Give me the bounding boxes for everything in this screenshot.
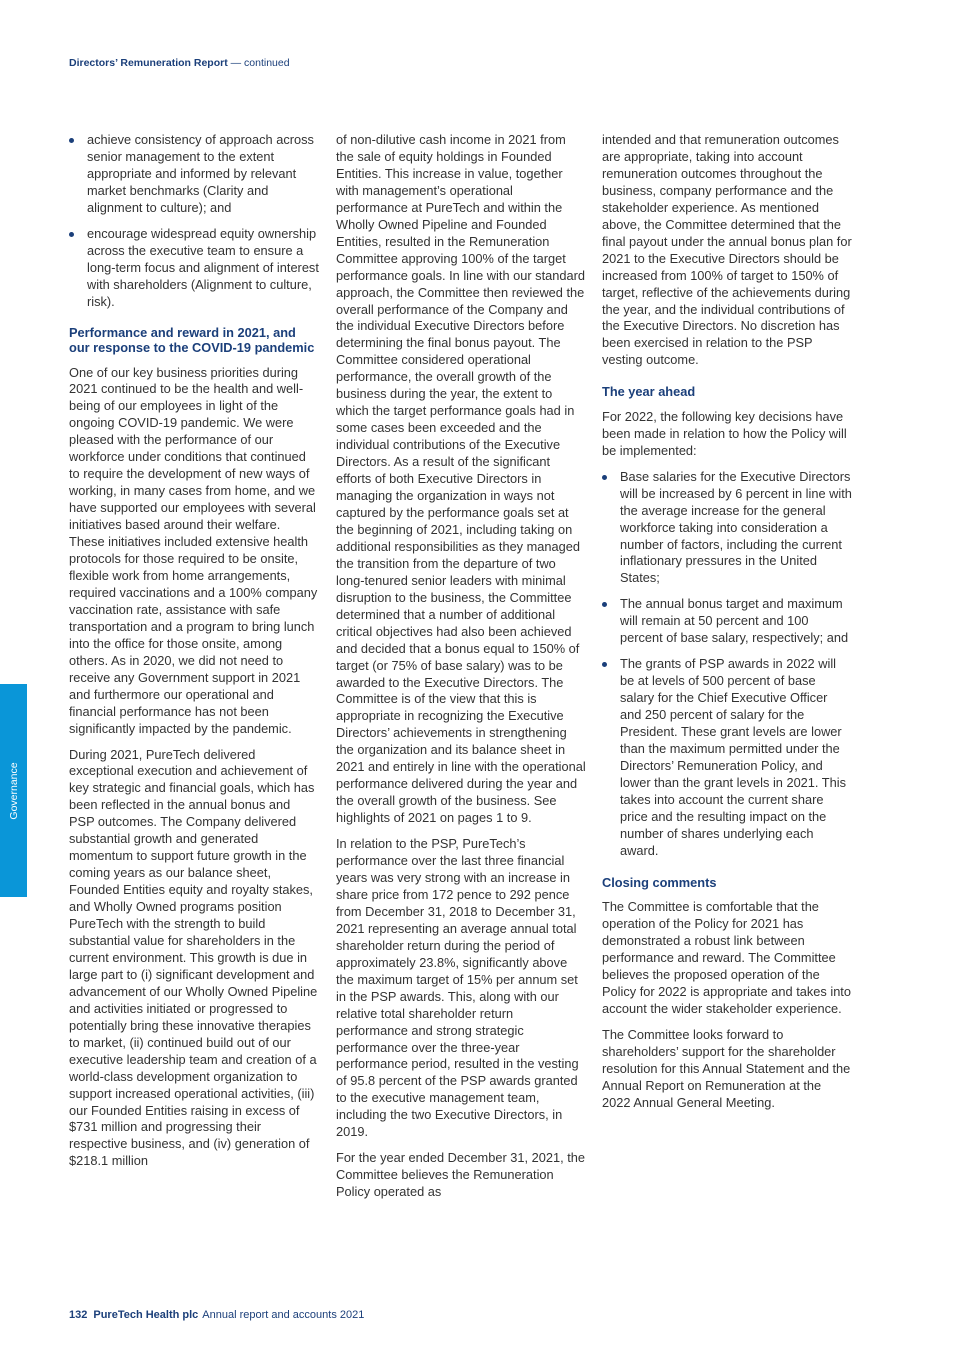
page-footer — [69, 1309, 364, 1321]
side-tab-label: Governance — [7, 761, 20, 820]
heading-year-ahead: The year ahead — [602, 384, 696, 400]
column-2 — [336, 132, 586, 1210]
list-item: achieve consistency of approach across senior management to the extent appropriate and informed by relevant market benchmarks (Clarity and alignment to culture); and — [69, 132, 319, 217]
footer-report-title: Annual report and accounts 2021 — [202, 1309, 365, 1321]
page-number: 132 — [69, 1309, 88, 1321]
paragraph: For 2022, the following key decisions have been made in relation to how the Policy will be implemented: — [602, 408, 847, 458]
list-item: The grants of PSP awards in 2022 will be at levels of 500 percent of base salary for the Chief Executive Officer and 250 percent of salary for the President. These grant levels are lower than the maximum permitted under the Directors’ Remuneration Policy, and lower than the grant levels in 2021. This takes into account the current share price and the resulting impact on the number of shares underlying each award. — [602, 656, 852, 859]
column-1 — [69, 132, 319, 1179]
paragraph: intended and that remuneration outcomes are appropriate, taking into account remuneration outcomes throughout the business, company performance and the stakeholder experience. As mentioned above, the Committee determined that the final payout under the annual bonus plan for 2021 to the Executive Directors should be increased from 100% of target to 150% of target, reflective of the achievements during the year, and the individual contributions of the Executive Directors. No discretion has been exercised in relation to the PSP vesting outcome. — [602, 132, 852, 368]
decisions-list — [602, 469, 852, 860]
paragraph: In relation to the PSP, PureTech’s performance over the last three financial years was very strong with an increase in share price from 172 pence to 292 pence from December 31, 2018 to December 31, 2021 representing an average annual total shareholder return during the period of approximately 23.8%, significantly above the maximum target of 15% per annum set in the PSP awards. This, along with our relative total shareholder return performance and strong strategic performance over the three-year performance period, resulted in the vesting of 95.8 percent of the PSP awards granted to the executive management team, including the two Executive Directors, in 2019. — [336, 836, 579, 1140]
running-header — [69, 57, 290, 69]
header-continued: — continued — [227, 57, 290, 69]
list-item: encourage widespread equity ownership across the executive team to ensure a long-term focus and alignment of interest with shareholders (Alignment to culture, risk). — [69, 226, 319, 311]
objectives-list — [69, 132, 319, 311]
paragraph: One of our key business priorities during 2021 continued to be the health and well-being of our employees in light of the ongoing COVID-19 pandemic. We were pleased with the performance of our workforce under conditions that continued to require the development of new ways of working, in many cases from home, and we have supported our employees with several initiatives based around their welfare. These initiatives included extensive health protocols for those required to be onsite, flexible work from home arrangements, required vaccinations and a 100% company vaccination rate, assistance with safe transportation and a program to bring lunch into the office for those onsite, among others. As in 2020, we did not need to receive any Government support in 2021 and furthermore our operational and financial performance has not been significantly impacted by the pandemic. — [69, 364, 318, 736]
paragraph: The Committee is comfortable that the operation of the Policy for 2021 has demonstrated a robust link between performance and reward. The Committee believes the proposed operation of the Policy for 2022 is appropriate and takes into account the wider stakeholder experience. — [602, 899, 851, 1016]
list-item: Base salaries for the Executive Directors will be increased by 6 percent in line with the average increase for the general workforce taking into consideration a number of factors, including the current inflationary pressures in the United States; — [602, 469, 852, 588]
paragraph: The Committee looks forward to shareholders’ support for the shareholder resolution for this Annual Statement and the Annual Report on Remuneration at the 2022 Annual General Meeting. — [602, 1026, 851, 1110]
paragraph: During 2021, PureTech delivered exceptional execution and achievement of key strategic and financial goals, which has been reflected in the annual bonus and PSP outcomes. The Company delivered substantial growth and generated momentum to support future growth in the coming years as our balance sheet, Founded Entities equity and royalty stakes, and Wholly Owned programs position PureTech with the strength to build substantial value for shareholders in the current environment. This growth is due in large part to (i) significant development and advancement of our Wholly Owned Pipeline and activities initiated or progressed to potentially bring these innovative therapies to market, (ii) continued build out of our executive leadership team and creation of a world-class development organization to support increased operational activities, (iii) our Founded Entities raising in excess of $731 million and progressing their respective business, and (iv) generation of $218.1 million — [69, 746, 318, 1169]
heading-performance-reward: Performance and reward in 2021, and our response to the COVID-19 pandemic — [69, 324, 315, 356]
column-3 — [602, 132, 852, 1121]
header-section-title: Directors’ Remuneration Report — [69, 57, 228, 69]
paragraph: For the year ended December 31, 2021, the Committee believes the Remuneration Policy operated as — [336, 1150, 585, 1200]
heading-closing-comments: Closing comments — [602, 874, 717, 890]
footer-company: PureTech Health plc — [93, 1309, 199, 1321]
paragraph: of non-dilutive cash income in 2021 from the sale of equity holdings in Founded Entities. This increase in value, together with management’s operational performance at PureTech and within the Wholly Owned Pipeline and Founded Entities, resulted in the Remuneration Committee approving 100% of the target performance goals. In line with our standard approach, the Committee then reviewed the overall performance of the Company and the individual Executive Directors before determining the final bonus payout. The Committee considered operational performance, the overall growth of the business during the year, the extent to which the target performance goals had in some cases been exceeded and the individual contributions of the Executive Directors. As a result of the significant efforts of both Executive Directors in managing the organization in ways not captured by the performance goals set at the beginning of 2021, including taking on additional responsibilities as they managed the transition from the departure of two long-tenured senior leaders with minimal disruption to the business, the Committee determined that a number of additional critical objectives had also been achieved and decided that a bonus equal to 150% of target (or 75% of base salary) was to be awarded to the Executive Directors. The Committee is of the view that this is appropriate in recognizing the Executive Directors’ achievements in strengthening the organization and its balance sheet in 2021 and entirely in line with the operational performance delivered during the year and the overall growth of the business. See highlights of 2021 on pages 1 to 9. — [336, 132, 586, 826]
section-side-tab — [0, 684, 27, 897]
list-item: The annual bonus target and maximum will remain at 50 percent and 100 percent of base salary, respectively; and — [602, 596, 852, 647]
